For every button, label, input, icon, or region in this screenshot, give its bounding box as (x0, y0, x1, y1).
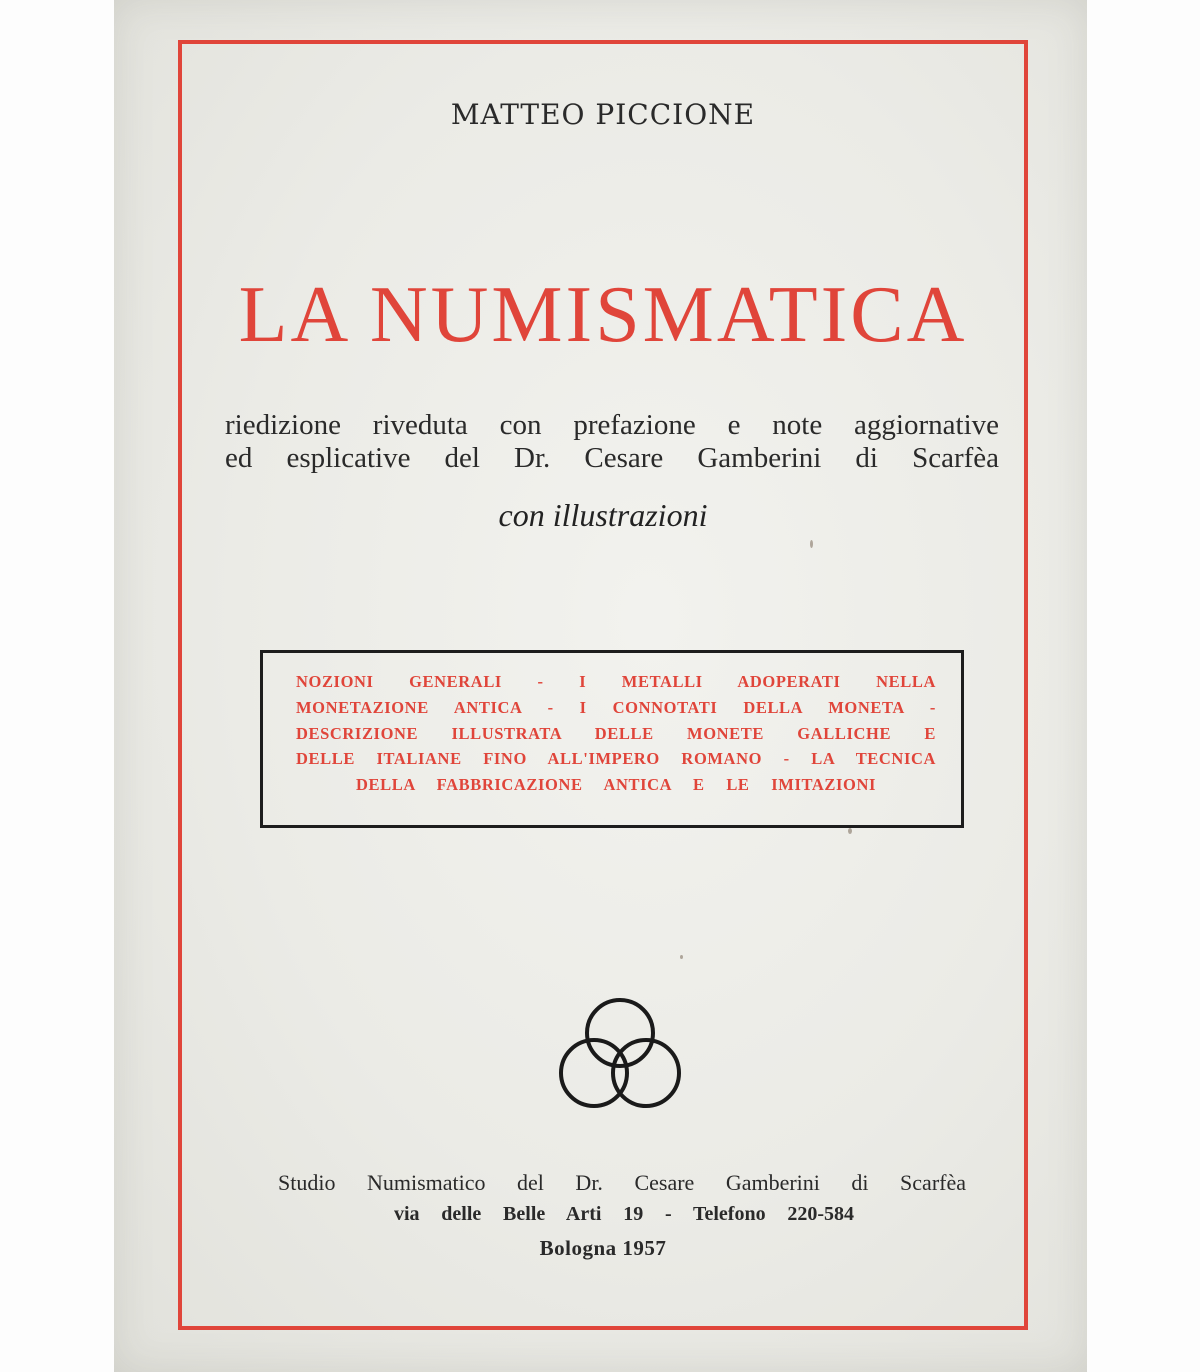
paper-speck (848, 828, 852, 834)
subtitle-line-2: ed esplicative del Dr. Cesare Gamberini di Scarfèa (225, 442, 999, 474)
city-year: Bologna 1957 (539, 1236, 667, 1260)
author-name: MATTEO PICCIONE (450, 98, 756, 131)
three-interlocking-rings-icon (550, 995, 690, 1115)
paper-speck (680, 955, 683, 959)
publisher-address: via delle Belle Arti 19 - Telefono 220-584 (394, 1203, 854, 1225)
book-title: LA NUMISMATICA (238, 271, 968, 359)
illustrations-note: con illustrazioni (498, 497, 708, 533)
topics-line: MONETAZIONE ANTICA - I CONNOTATI DELLA MONETA - (296, 698, 936, 717)
subtitle-line-1: riedizione riveduta con prefazione e note aggiornative (225, 409, 999, 441)
topics-line: DESCRIZIONE ILLUSTRATA DELLE MONETE GALLICHE E (296, 724, 936, 743)
paper-speck (810, 540, 813, 548)
topics-line: DELLE ITALIANE FINO ALL'IMPERO ROMANO - LA TECNICA (296, 749, 936, 768)
topics-line: NOZIONI GENERALI - I METALLI ADOPERATI NELLA (296, 672, 936, 691)
publisher-name: Studio Numismatico del Dr. Cesare Gamberini di Scarfèa (278, 1170, 966, 1195)
topics-line: DELLA FABBRICAZIONE ANTICA E LE IMITAZIONI (356, 775, 876, 794)
